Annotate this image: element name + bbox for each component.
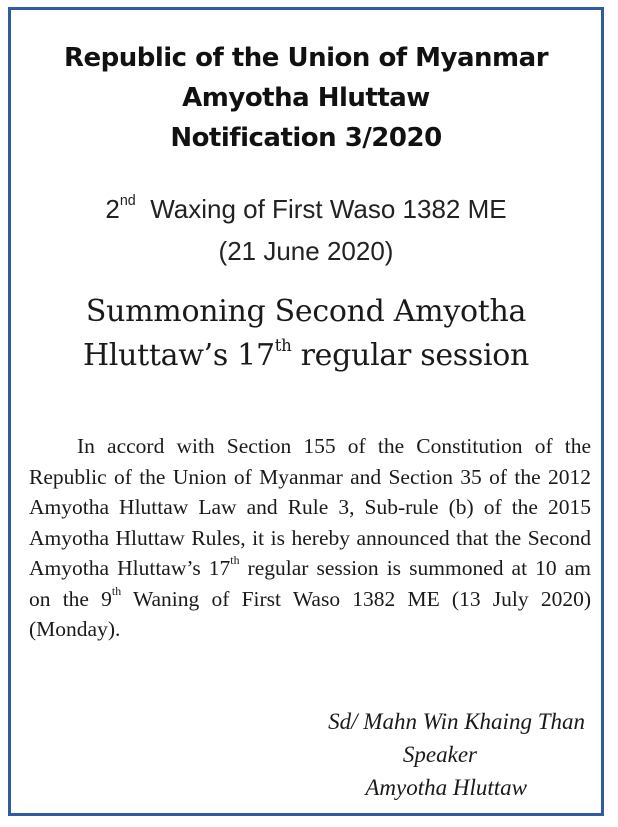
notification-frame — [8, 7, 604, 816]
lunar-date-rest: Waxing of First Waso 1382 ME — [135, 194, 507, 224]
notice-header — [11, 38, 601, 158]
gregorian-date: (21 June 2020) — [218, 236, 394, 266]
body-paragraph — [29, 431, 591, 645]
subject-line-2 — [11, 334, 601, 378]
signatory-title: Speaker — [402, 742, 477, 767]
notice-dates — [11, 188, 601, 272]
subject-line-1: Summoning Second Amyotha — [85, 294, 527, 329]
body-text-part-1: In accord with Section 155 of the Constitution of the Republic of the Union of Myanmar and Section 35 of the 2012 Amyotha Hluttaw Law and Rule 3, Sub-rule (b) of the 2015 Amyotha Hluttaw Rules, it is hereby announced that the Second Amyotha Hluttaw’s 17 — [29, 434, 591, 580]
lunar-date-ordinal: 2 — [105, 194, 120, 224]
subject-line-2-pre: Hluttaw’s 17 — [82, 338, 275, 373]
body-sup-2: th — [111, 583, 122, 598]
lunar-date-suffix: nd — [119, 193, 136, 210]
header-notification-number: Notification 3/2020 — [170, 123, 442, 153]
header-house: Amyotha Hluttaw — [182, 83, 430, 113]
subject-line-2-post: regular session — [291, 338, 530, 373]
signatory-organization: Amyotha Hluttaw — [365, 775, 527, 800]
signature-block — [247, 705, 587, 804]
notice-body — [29, 431, 591, 645]
subject-line-2-sup: th — [274, 335, 292, 355]
notice-subject — [11, 290, 601, 378]
body-text-part-2: regular session is summoned at 10 am on the 9 — [29, 556, 591, 611]
body-text-part-3: Waning of First Waso 1382 ME (13 July 2020) (Monday). — [29, 586, 591, 641]
lunar-date — [11, 188, 601, 230]
body-sup-1: th — [230, 553, 240, 568]
signatory-name: Sd/ Mahn Win Khaing Than — [328, 709, 585, 734]
header-country: Republic of the Union of Myanmar — [63, 43, 549, 73]
